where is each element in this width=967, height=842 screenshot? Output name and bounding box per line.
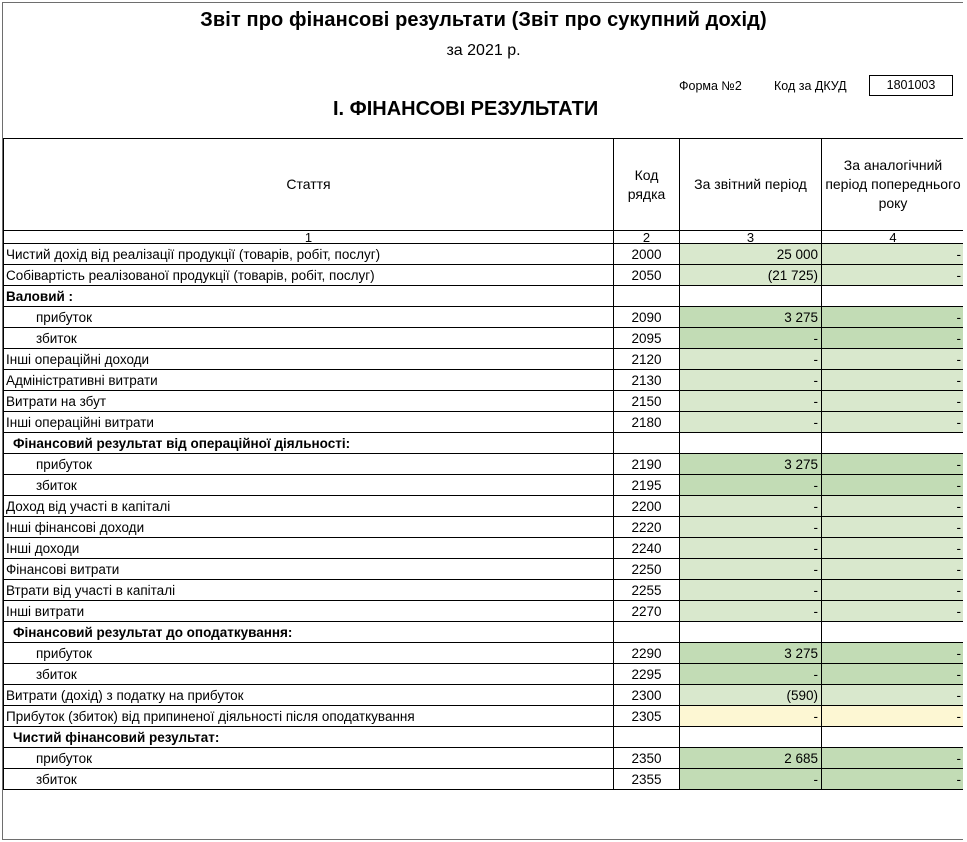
- header-code: Код рядка: [614, 139, 680, 231]
- current-period-value[interactable]: -: [680, 580, 822, 601]
- current-period-value[interactable]: -: [680, 328, 822, 349]
- row-article-name: Інші витрати: [4, 601, 614, 622]
- table-row: [4, 496, 964, 517]
- empty-cell: [680, 727, 822, 748]
- report-period: за 2021 р.: [446, 42, 521, 59]
- empty-cell: [822, 286, 964, 307]
- current-period-value[interactable]: -: [680, 496, 822, 517]
- previous-period-value[interactable]: -: [822, 328, 964, 349]
- row-code: 2120: [614, 349, 680, 370]
- row-article-name: прибуток: [4, 643, 614, 664]
- previous-period-value[interactable]: -: [822, 643, 964, 664]
- row-code: 2200: [614, 496, 680, 517]
- column-number: 1: [4, 231, 614, 244]
- row-code: 2300: [614, 685, 680, 706]
- previous-period-value[interactable]: -: [822, 265, 964, 286]
- table-row: [4, 244, 964, 265]
- previous-period-value[interactable]: -: [822, 601, 964, 622]
- previous-period-value[interactable]: -: [822, 454, 964, 475]
- section-title: І. ФІНАНСОВІ РЕЗУЛЬТАТИ: [333, 98, 599, 120]
- current-period-value[interactable]: -: [680, 475, 822, 496]
- row-code: 2240: [614, 538, 680, 559]
- table-row: [4, 328, 964, 349]
- previous-period-value[interactable]: -: [822, 412, 964, 433]
- header-current-period: За звітний період: [680, 139, 822, 231]
- table-header-row: [4, 139, 964, 231]
- row-code: 2305: [614, 706, 680, 727]
- previous-period-value[interactable]: -: [822, 559, 964, 580]
- current-period-value[interactable]: -: [680, 769, 822, 790]
- table-group-header-row: [4, 433, 964, 454]
- previous-period-value[interactable]: -: [822, 706, 964, 727]
- previous-period-value[interactable]: -: [822, 769, 964, 790]
- previous-period-value[interactable]: -: [822, 349, 964, 370]
- empty-cell: [680, 433, 822, 454]
- current-period-value[interactable]: (590): [680, 685, 822, 706]
- header-article: Стаття: [4, 139, 614, 231]
- row-article-name: Фінансовий результат від операційної діяльності:: [4, 433, 614, 454]
- table-group-header-row: [4, 622, 964, 643]
- previous-period-value[interactable]: -: [822, 244, 964, 265]
- table-row: [4, 370, 964, 391]
- empty-cell: [614, 622, 680, 643]
- row-article-name: збиток: [4, 664, 614, 685]
- row-article-name: прибуток: [4, 454, 614, 475]
- empty-cell: [680, 622, 822, 643]
- row-code: 2095: [614, 328, 680, 349]
- row-code: 2000: [614, 244, 680, 265]
- table-row: [4, 454, 964, 475]
- table-row: [4, 391, 964, 412]
- row-code: 2050: [614, 265, 680, 286]
- empty-cell: [822, 433, 964, 454]
- previous-period-value[interactable]: -: [822, 664, 964, 685]
- current-period-value[interactable]: 3 275: [680, 307, 822, 328]
- previous-period-value[interactable]: -: [822, 580, 964, 601]
- report-title: Звіт про фінансові результати (Звіт про сукупний дохід): [200, 9, 767, 31]
- table-row: [4, 307, 964, 328]
- empty-cell: [614, 727, 680, 748]
- row-code: 2195: [614, 475, 680, 496]
- row-article-name: Собівартість реалізованої продукції (товарів, робіт, послуг): [4, 265, 614, 286]
- empty-cell: [822, 622, 964, 643]
- table-row: [4, 475, 964, 496]
- row-article-name: Фінансові витрати: [4, 559, 614, 580]
- previous-period-value[interactable]: -: [822, 685, 964, 706]
- empty-cell: [822, 727, 964, 748]
- column-number: 3: [680, 231, 822, 244]
- row-code: 2150: [614, 391, 680, 412]
- row-article-name: Доход від участі в капіталі: [4, 496, 614, 517]
- row-article-name: Витрати на збут: [4, 391, 614, 412]
- row-article-name: Інші операційні доходи: [4, 349, 614, 370]
- empty-cell: [614, 286, 680, 307]
- current-period-value[interactable]: -: [680, 391, 822, 412]
- table-row: [4, 559, 964, 580]
- current-period-value[interactable]: -: [680, 349, 822, 370]
- table-row: [4, 706, 964, 727]
- table-group-header-row: [4, 727, 964, 748]
- previous-period-value[interactable]: -: [822, 517, 964, 538]
- previous-period-value[interactable]: -: [822, 748, 964, 769]
- row-code: 2220: [614, 517, 680, 538]
- row-code: 2255: [614, 580, 680, 601]
- row-article-name: Адміністративні витрати: [4, 370, 614, 391]
- column-number: 4: [822, 231, 964, 244]
- current-period-value[interactable]: -: [680, 664, 822, 685]
- table-row: [4, 643, 964, 664]
- row-article-name: збиток: [4, 475, 614, 496]
- row-code: 2355: [614, 769, 680, 790]
- row-article-name: Валовий :: [4, 286, 614, 307]
- row-code: 2130: [614, 370, 680, 391]
- table-row: [4, 412, 964, 433]
- column-number: 2: [614, 231, 680, 244]
- current-period-value[interactable]: -: [680, 559, 822, 580]
- row-code: 2190: [614, 454, 680, 475]
- table-row: [4, 580, 964, 601]
- row-article-name: Втрати від участі в капіталі: [4, 580, 614, 601]
- previous-period-value[interactable]: -: [822, 538, 964, 559]
- table-row: [4, 349, 964, 370]
- empty-cell: [614, 433, 680, 454]
- row-code: 2250: [614, 559, 680, 580]
- row-article-name: Інші доходи: [4, 538, 614, 559]
- current-period-value[interactable]: -: [680, 370, 822, 391]
- current-period-value[interactable]: 25 000: [680, 244, 822, 265]
- dkud-code-field[interactable]: 1801003: [869, 75, 953, 96]
- column-numbers-row: [4, 231, 964, 244]
- row-code: 2350: [614, 748, 680, 769]
- row-article-name: прибуток: [4, 748, 614, 769]
- table-row: [4, 601, 964, 622]
- table-row: [4, 685, 964, 706]
- row-article-name: Фінансовий результат до оподаткування:: [4, 622, 614, 643]
- dkud-code-label: Код за ДКУД: [774, 79, 847, 93]
- empty-cell: [680, 286, 822, 307]
- row-article-name: Чистий фінансовий результат:: [4, 727, 614, 748]
- current-period-value[interactable]: -: [680, 517, 822, 538]
- row-article-name: збиток: [4, 328, 614, 349]
- table-row: [4, 538, 964, 559]
- previous-period-value[interactable]: -: [822, 496, 964, 517]
- header-previous-period: За аналогічний період попереднього року: [822, 139, 964, 231]
- row-code: 2295: [614, 664, 680, 685]
- current-period-value[interactable]: -: [680, 412, 822, 433]
- previous-period-value[interactable]: -: [822, 475, 964, 496]
- previous-period-value[interactable]: -: [822, 370, 964, 391]
- form-number-label: Форма №2: [679, 79, 742, 93]
- current-period-value[interactable]: 3 275: [680, 643, 822, 664]
- row-article-name: Інші фінансові доходи: [4, 517, 614, 538]
- current-period-value[interactable]: -: [680, 601, 822, 622]
- row-code: 2270: [614, 601, 680, 622]
- row-article-name: Витрати (дохід) з податку на прибуток: [4, 685, 614, 706]
- table-row: [4, 748, 964, 769]
- table-group-header-row: [4, 286, 964, 307]
- row-article-name: збиток: [4, 769, 614, 790]
- table-row: [4, 664, 964, 685]
- current-period-value[interactable]: -: [680, 706, 822, 727]
- row-article-name: Прибуток (збиток) від припиненої діяльності після оподаткування: [4, 706, 614, 727]
- current-period-value[interactable]: 2 685: [680, 748, 822, 769]
- row-article-name: Інші операційні витрати: [4, 412, 614, 433]
- row-article-name: прибуток: [4, 307, 614, 328]
- table-row: [4, 517, 964, 538]
- table-row: [4, 769, 964, 790]
- row-article-name: Чистий дохід від реалізації продукції (товарів, робіт, послуг): [4, 244, 614, 265]
- financial-results-table: [3, 138, 963, 790]
- current-period-value[interactable]: -: [680, 538, 822, 559]
- row-code: 2290: [614, 643, 680, 664]
- report-sheet: [2, 2, 963, 840]
- current-period-value[interactable]: 3 275: [680, 454, 822, 475]
- previous-period-value[interactable]: -: [822, 307, 964, 328]
- current-period-value[interactable]: (21 725): [680, 265, 822, 286]
- table-row: [4, 265, 964, 286]
- row-code: 2090: [614, 307, 680, 328]
- row-code: 2180: [614, 412, 680, 433]
- previous-period-value[interactable]: -: [822, 391, 964, 412]
